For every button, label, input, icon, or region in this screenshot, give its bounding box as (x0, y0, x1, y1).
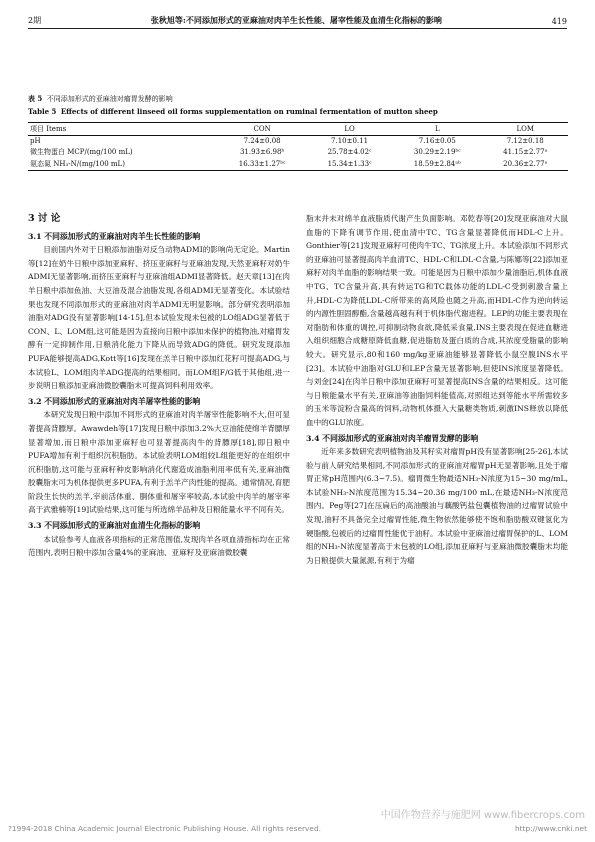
table-cell: 15.34±1.33ᶜ (327, 160, 372, 168)
running-header (28, 10, 567, 29)
header-cell: LO (344, 125, 355, 133)
table-row (28, 158, 568, 171)
page-footer (8, 824, 587, 833)
table-title-cn: 不同添加形式的亚麻油对瘤胃发酵的影响 (46, 95, 173, 103)
running-title: 张秋旭等:不同添加形式的亚麻油对肉羊生长性能、屠宰性能及血清生化指标的影响 (150, 15, 442, 25)
table-row (28, 146, 568, 158)
subsection-heading: 3.2 不同添加形式的亚麻油对肉羊屠宰性能的影响 (28, 396, 201, 406)
table-label-en: Table 5 (28, 107, 57, 116)
copyright-text: ?1994-2018 China Academic Journal Electronic Publishing House. All rights reserved. (8, 824, 322, 833)
right-column (306, 212, 568, 567)
table-title-en: Effects of different linseed oil forms supplementation on ruminal fermentation of mutton sheep (60, 107, 438, 116)
table-cell: 氨态氮 NH₃-N/(mg/100 mL) (30, 160, 125, 168)
header-cell: LOM (516, 125, 535, 133)
table-5 (28, 122, 568, 171)
table-cell: 31.93±6.98ᵇ (239, 148, 285, 156)
table-cell: 41.15±2.77ᵃ (503, 148, 548, 156)
table-cell: 微生物蛋白 MCP/(mg/100 mL) (30, 148, 133, 156)
header-cell: L (434, 125, 440, 133)
table-cell: 7.10±0.11 (331, 137, 369, 145)
table-header-row (28, 123, 568, 136)
header-cell: CON (253, 125, 271, 133)
table-cell: 20.36±2.77ᵃ (503, 160, 548, 168)
watermark: 中国作物营养与施肥网 www.fibercrops.com (380, 810, 585, 821)
subsection-heading: 3.1 不同添加形式的亚麻油对肉羊生长性能的影响 (28, 231, 201, 241)
body-paragraph: 脂末并未对绵羊血液脂质代谢产生负面影响。邓乾春等[20]发现亚麻油对大鼠血脂的下降有调节作用,使血清中TC、TG含量显著降低而HDL-C上升。Gonthier等[21]发现亚麻籽可使肉牛TC、TG浓度上升。本试验添加不同形式的亚麻油可显著提高肉羊血清TC、HDL-C和LDL-C含量,与陈娜等[22]添加亚麻籽对肉羊血脂的影响结果一致。可能是因为日粮中添加少量油脂后,机体血液中TG、TC含量升高,具有转运TG和TC载体功能的LDL-C受到刺激含量上升,HDL-C为降低LDL-C所带来的高风险也随之升高,而HDL-C作为逆向转运的内源性胆固醇酯,含量越高越有利于机体脂代谢进程。LEP的功能主要表现在对脂肪和体重的调控,可抑制动物食欲,降低采食量,INS主要表现在促进血糖进入组织细胞合成糖原降低血糖,促进脂肪及蛋白质的合成,其浓度受脂量的影响较大。研究显示,80和160 mg/kg亚麻油能够显著降低小鼠空腹INS水平[23]。本试验中油脂对GLU和LEP含量无显著影响,但使INS浓度显著降低。与刘金[24]在肉羊日粮中添加亚麻籽可显著提高INS含量的结果相反。这可能与日粮能量水平有关,亚麻油等油脂饲料能值高,对照组达到等能水平所需较多的玉米等淀粉含量高的饲料,动物机体摄入大量糖类物质,刺激INS释放以降低血中的GLU浓度。 (306, 214, 568, 427)
table-cell: 16.33±1.27ᵇᶜ (238, 160, 286, 168)
table-cell: 7.24±0.08 (243, 137, 281, 145)
table-row (28, 136, 568, 147)
body-paragraph: 目前国内外对于日粮添加油脂对反刍动物ADMI的影响尚无定论。Martin等[12]在奶牛日粮中添加亚麻籽、挤压亚麻籽与亚麻油发现,天然亚麻籽对奶牛ADMI无显著影响,而挤压亚麻籽与亚麻油组ADMI显著降低。赵天章[13]在肉羊日粮中添加鱼油、大豆油及混合油脂发现,各组ADMI无显著变化。本试验结果也发现不同添加形式的亚麻油对肉羊ADMI无明显影响。部分研究表明添加油脂对ADG没有显著影响[14-15],但本试验发现未包被的LO组ADG显著低于CON、L、LOM组,这可能是因为直接向日粮中添加未保护的植物油,对瘤胃发酵有一定抑制作用,日粮消化能力下降从而导致ADG的降低。研究发现添加PUFA能够提高ADG,Kott等[16]发现在羔羊日粮中添加红花籽可提高ADG,与本试验L、LOM组肉羊ADG提高的结果相同。而LOM组F/G低于其他组,进一步说明日粮添加亚麻油微胶囊脂末可提高饲料利用效率。 (28, 245, 290, 391)
subsection-heading: 3.4 不同添加形式的亚麻油对肉羊瘤胃发酵的影响 (306, 433, 479, 443)
table-label-cn: 表 5 (28, 94, 43, 103)
header-cell: 项目 Items (30, 125, 67, 133)
body-paragraph: 近年来多数研究表明植物油及其籽实对瘤胃pH没有显著影响[25-26],本试验与前人研究结果相同,不同添加形式的亚麻油对瘤胃pH无显著影响,且处于瘤胃正常pH范围内(6.3~7.5)。瘤胃微生物最适NH₃-N浓度为15~30 mg/mL,本试验NH₃-N浓度范围为15.34~20.36 mg/100 mL,在最适NH₃-N浓度范围内。Peg等[27]在压扁后的高油酸油与藕酸钙盐包囊植物油的过瘤胃试验中发现,油籽不具备完全过瘤胃性能,微生物依然能够使不饱和脂肪酸双键氢化为硬脂酸,包被后的过瘤胃性能优于油籽。本试验中亚麻油过瘤胃保护的L、LOM组的NH₃-N浓度显著高于未包被的LO组,添加亚麻籽与亚麻油微胶囊脂末均能为日粮提供大量氮源,有利于为瘤 (306, 447, 568, 565)
page-number: 419 (551, 17, 567, 26)
body-paragraph: 本研究发现日粮中添加不同形式的亚麻油对肉羊屠宰性能影响不大,但可显著提高背膘厚。Awawdeh等[17]发现日粮中添加3.2%大豆油能使绵羊背膘厚显著增加,而日粮中添加亚麻籽也可显著提高肉牛的背膘厚[18],即日粮中PUFA增加有利于组织沉积脂肪。本试验表明LOM组较L组能更好的在组织中沉积脂肪,这可能与亚麻籽种皮影响消化代谢造成油脂利用率低有关,亚麻油微胶囊脂末可为机体提供更多PUFA,有利于羔羊产肉性能的提高。通常情况,育肥阶段生长快的羔羊,宰前活体重、胴体重和屠宰率较高,本试验中肉羊的屠宰率高于武雅楠等[19]试验结果,这可能与所选绵羊品种及日粮能量水平不同有关。 (28, 410, 290, 515)
table-caption-cn (28, 94, 173, 104)
footer-url: http://www.cnki.net (514, 824, 587, 833)
table-cell: pH (30, 137, 41, 145)
table-cell: 7.12±0.18 (506, 137, 544, 145)
table-caption-en (28, 107, 438, 116)
table-cell: 7.16±0.05 (418, 137, 456, 145)
table-cell: 30.29±2.19ᵇᶜ (413, 148, 461, 156)
table-cell: 18.59±2.84ᵃᵇ (413, 160, 461, 168)
section-heading: 3 讨 论 (28, 213, 61, 224)
body-paragraph: 本试验参考人血液各项指标的正常范围值,发现肉羊各项血清指标均在正常范围内,表明日粮中添加含量4%的亚麻油、亚麻籽及亚麻油微胶囊 (28, 534, 290, 558)
table-cell: 25.78±4.02ᶜ (327, 148, 372, 156)
subsection-heading: 3.3 不同添加形式的亚麻油对血清生化指标的影响 (28, 521, 201, 531)
left-column (28, 212, 290, 560)
issue-number: 2期 (28, 16, 42, 25)
